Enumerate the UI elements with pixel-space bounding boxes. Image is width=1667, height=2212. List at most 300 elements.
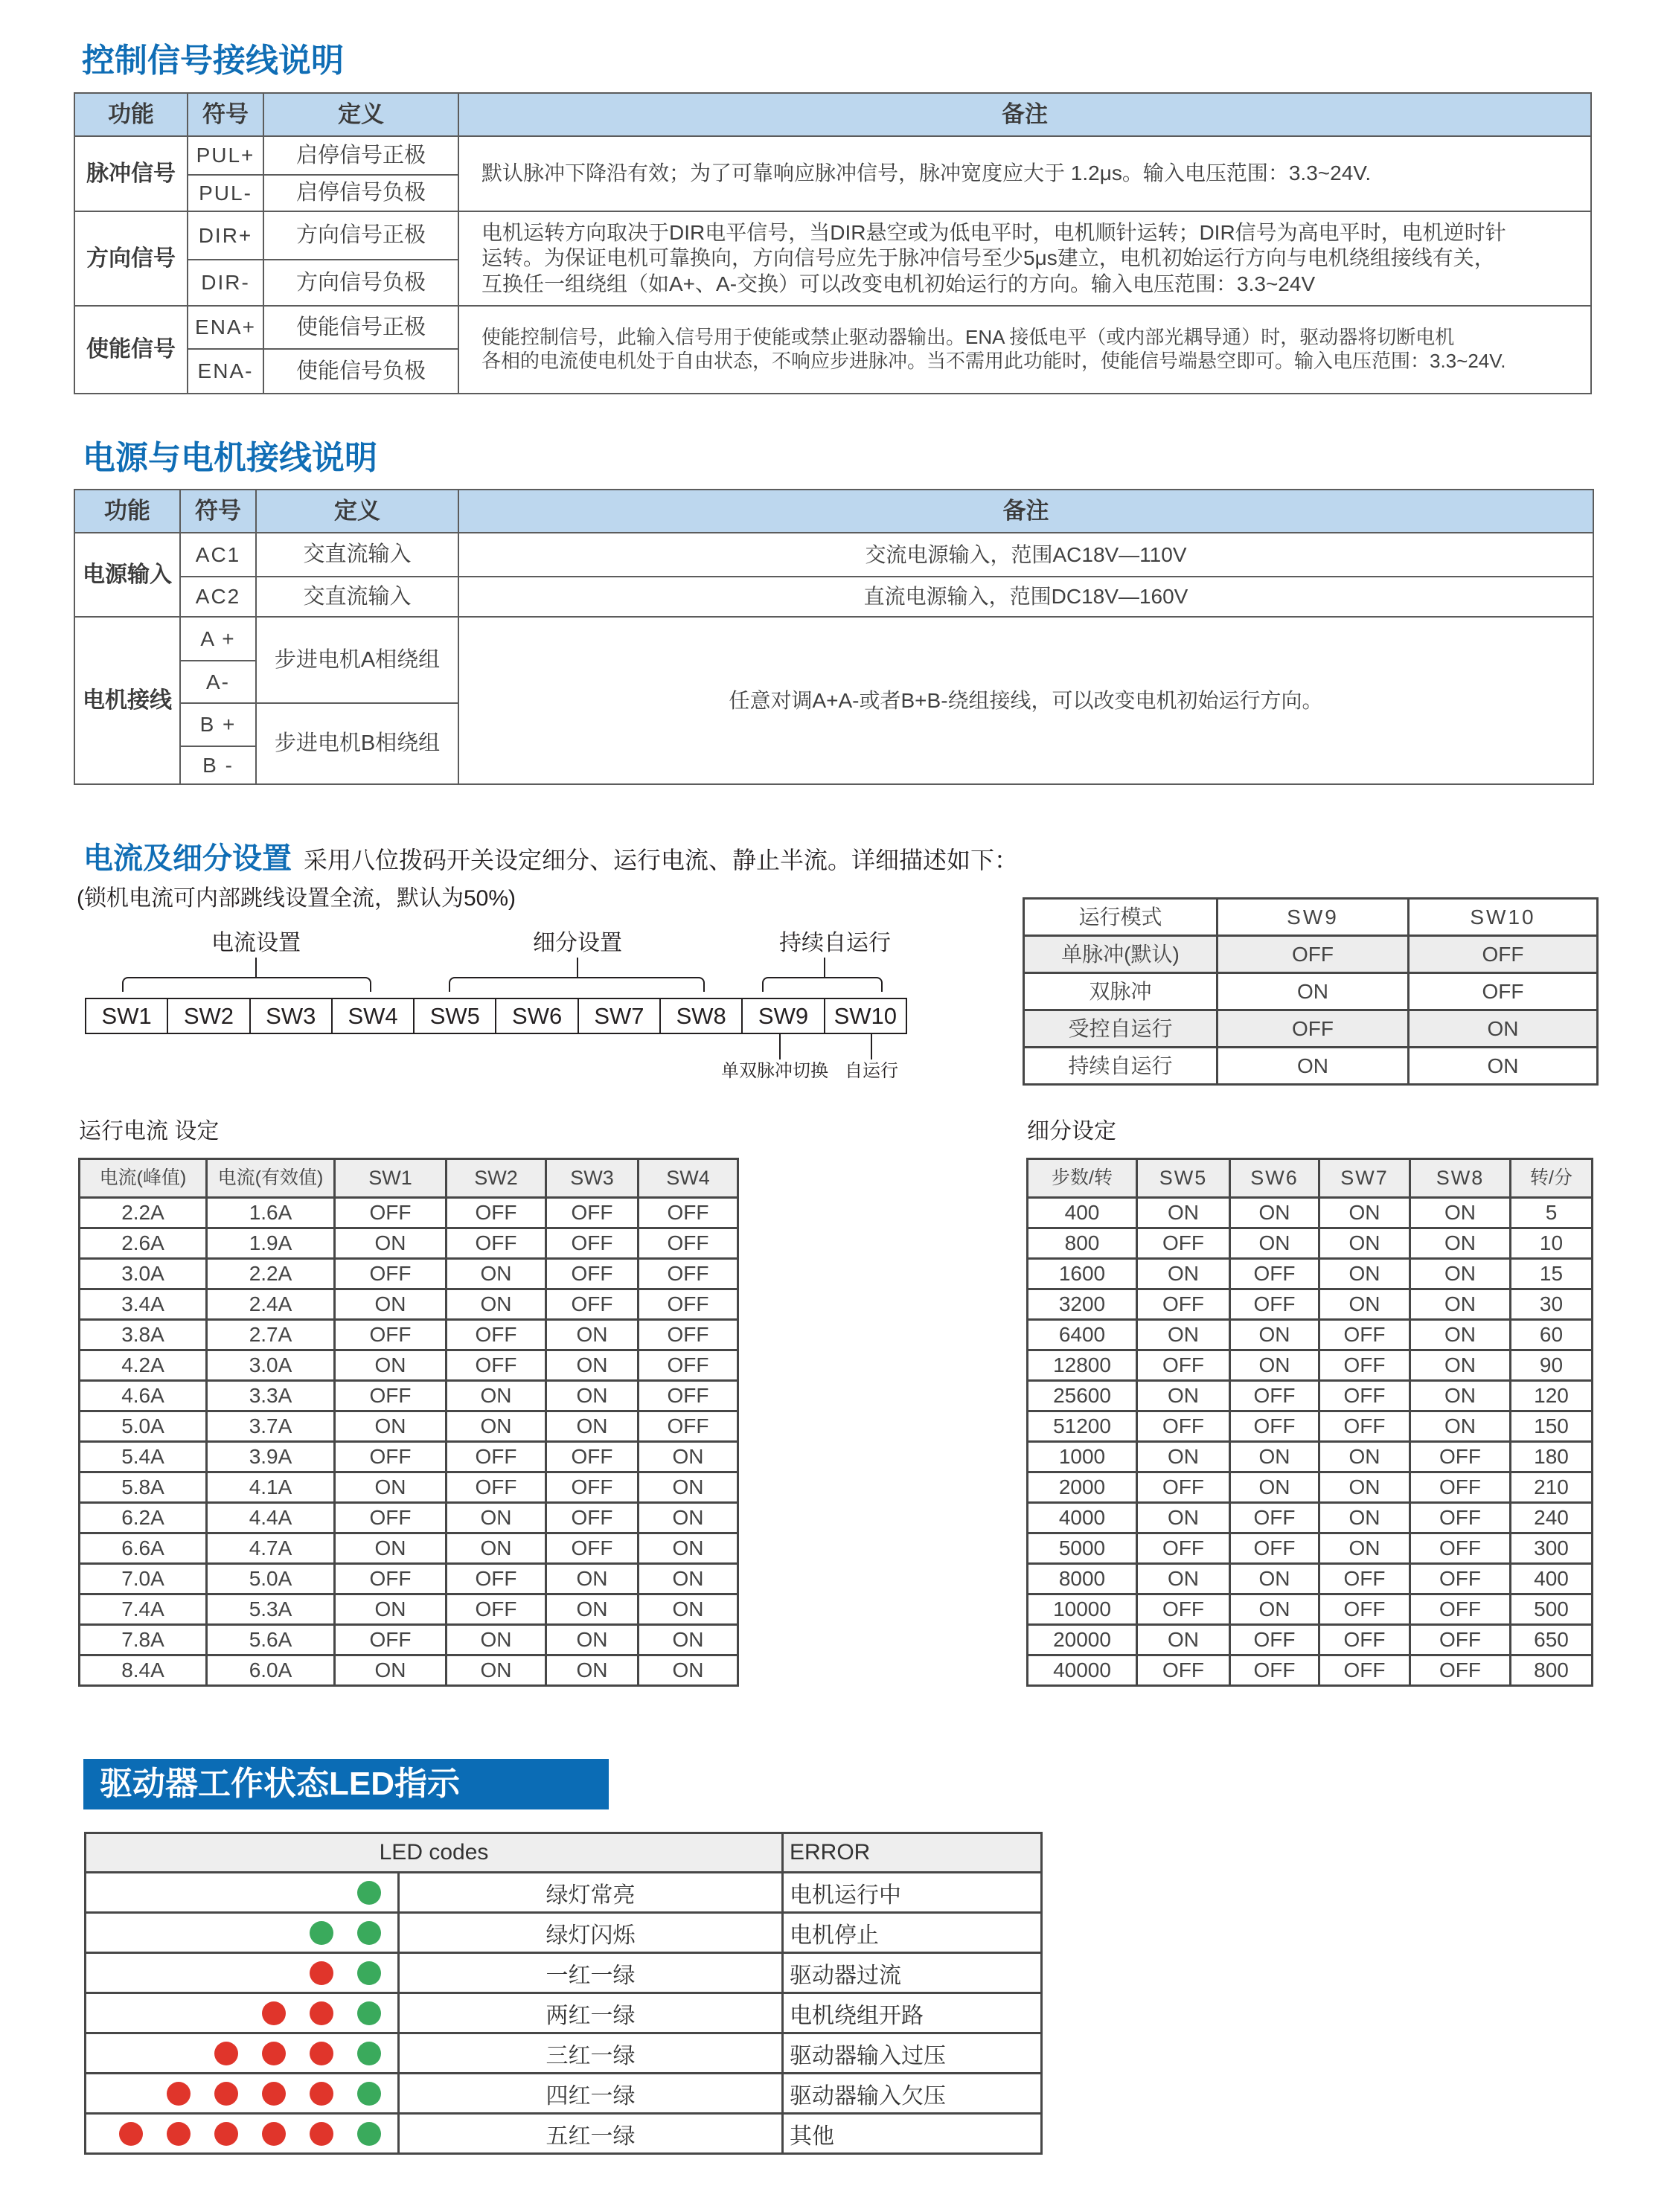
leader-line-sw10 bbox=[871, 1034, 872, 1059]
sw4-cell: ON bbox=[639, 1503, 738, 1533]
sw3-cell: OFF bbox=[546, 1198, 639, 1228]
steps-cell: 20000 bbox=[1028, 1625, 1137, 1655]
control-signal-title: 控制信号接线说明 bbox=[82, 42, 344, 79]
sw1-cell: ON bbox=[335, 1594, 447, 1625]
current-row bbox=[80, 1228, 738, 1259]
sw6-cell: OFF bbox=[1230, 1625, 1319, 1655]
microstep-table bbox=[1026, 1158, 1593, 1687]
definition-cell: 方向信号负极 bbox=[263, 260, 458, 306]
sw10-cell: ON bbox=[1409, 1010, 1598, 1048]
led-row bbox=[86, 1913, 1042, 1953]
sw6-cell: ON bbox=[1230, 1564, 1319, 1594]
rpm-cell: 300 bbox=[1511, 1533, 1593, 1564]
rms-current-cell: 3.0A bbox=[207, 1350, 335, 1381]
sw3-cell: ON bbox=[546, 1594, 639, 1625]
definition-cell: 使能信号正极 bbox=[263, 306, 458, 349]
sw8-cell: ON bbox=[1410, 1259, 1511, 1289]
steps-cell: 1600 bbox=[1028, 1259, 1137, 1289]
led-dots-cell bbox=[86, 1873, 399, 1913]
current-row bbox=[80, 1564, 738, 1594]
header-symbol: 符号 bbox=[180, 490, 256, 533]
rms-current-cell: 4.7A bbox=[207, 1533, 335, 1564]
peak-current-cell: 6.2A bbox=[80, 1503, 207, 1533]
symbol-cell: A- bbox=[180, 661, 256, 703]
sw8-cell: OFF bbox=[1410, 1472, 1511, 1503]
led-green-dot-icon bbox=[357, 1961, 381, 1985]
sw5-cell: ON bbox=[1137, 1503, 1230, 1533]
led-red-dot-icon bbox=[262, 2082, 286, 2106]
steps-cell: 8000 bbox=[1028, 1564, 1137, 1594]
sw7-cell: OFF bbox=[1319, 1625, 1410, 1655]
microstep-row bbox=[1028, 1350, 1593, 1381]
sw7-cell: OFF bbox=[1319, 1594, 1410, 1625]
header-remark: 备注 bbox=[458, 490, 1593, 533]
table-header-row bbox=[74, 93, 1591, 136]
current-microstep-header bbox=[83, 835, 1018, 877]
sw7-cell: OFF bbox=[1319, 1320, 1410, 1350]
led-row bbox=[86, 1953, 1042, 1993]
dip-switch-strip bbox=[85, 998, 907, 1034]
rms-current-cell: 3.3A bbox=[207, 1381, 335, 1411]
led-green-dot-icon bbox=[357, 2001, 381, 2025]
sw6-cell: ON bbox=[1230, 1594, 1319, 1625]
remark-cell: 任意对调A+A-或者B+B-绕组接线，可以改变电机初始运行方向。 bbox=[458, 617, 1593, 784]
current-row bbox=[80, 1381, 738, 1411]
sw5-cell: OFF bbox=[1137, 1411, 1230, 1442]
rpm-cell: 150 bbox=[1511, 1411, 1593, 1442]
rms-current-cell: 4.1A bbox=[207, 1472, 335, 1503]
header-sw6: SW6 bbox=[1230, 1159, 1319, 1198]
sw8-cell: ON bbox=[1410, 1411, 1511, 1442]
sw5-cell: OFF bbox=[1137, 1472, 1230, 1503]
sw2-cell: ON bbox=[447, 1655, 546, 1686]
peak-current-cell: 5.8A bbox=[80, 1472, 207, 1503]
microstep-row bbox=[1028, 1594, 1593, 1625]
sw3-cell: OFF bbox=[546, 1503, 639, 1533]
header-peak-current: 电流(峰值) bbox=[80, 1159, 207, 1198]
microstep-row bbox=[1028, 1442, 1593, 1472]
sw8-cell: ON bbox=[1410, 1320, 1511, 1350]
sw7-cell: OFF bbox=[1319, 1381, 1410, 1411]
lock-current-note: (锁机电流可内部跳线设置全流，默认为50%) bbox=[77, 886, 516, 911]
header-sw2: SW2 bbox=[447, 1159, 546, 1198]
rpm-cell: 60 bbox=[1511, 1320, 1593, 1350]
led-red-dot-icon bbox=[262, 2042, 286, 2065]
remark-cell: 交流电源输入，范围AC18V—110V bbox=[458, 533, 1593, 577]
definition-cell: 步进电机B相绕组 bbox=[256, 703, 458, 784]
power-motor-table bbox=[74, 489, 1594, 785]
current-row bbox=[80, 1320, 738, 1350]
microstep-row bbox=[1028, 1411, 1593, 1442]
sw5-cell: ON bbox=[1137, 1564, 1230, 1594]
current-table bbox=[78, 1158, 739, 1687]
sw3-cell: OFF bbox=[546, 1472, 639, 1503]
symbol-cell: B + bbox=[180, 703, 256, 746]
current-row bbox=[80, 1625, 738, 1655]
led-red-dot-icon bbox=[214, 2042, 238, 2065]
dip-switch-sw5: SW5 bbox=[413, 999, 495, 1033]
sw4-cell: ON bbox=[639, 1625, 738, 1655]
table-body bbox=[1024, 936, 1598, 1085]
led-red-dot-icon bbox=[214, 2082, 238, 2106]
header-rpm: 转/分 bbox=[1511, 1159, 1593, 1198]
peak-current-cell: 7.8A bbox=[80, 1625, 207, 1655]
sw3-cell: OFF bbox=[546, 1259, 639, 1289]
sw9-cell: OFF bbox=[1218, 1010, 1409, 1048]
steps-cell: 800 bbox=[1028, 1228, 1137, 1259]
table-body bbox=[74, 136, 1591, 394]
table-header-row bbox=[1028, 1159, 1593, 1198]
rms-current-cell: 4.4A bbox=[207, 1503, 335, 1533]
current-row bbox=[80, 1259, 738, 1289]
annotation-auto-run: 自运行 bbox=[845, 1061, 898, 1081]
led-red-dot-icon bbox=[214, 2122, 238, 2146]
rpm-cell: 15 bbox=[1511, 1259, 1593, 1289]
sw1-cell: OFF bbox=[335, 1259, 447, 1289]
definition-cell: 启停信号正极 bbox=[263, 136, 458, 175]
peak-current-cell: 3.0A bbox=[80, 1259, 207, 1289]
led-dots-cell bbox=[86, 1913, 399, 1953]
sw5-cell: ON bbox=[1137, 1320, 1230, 1350]
peak-current-cell: 5.4A bbox=[80, 1442, 207, 1472]
table-header-row bbox=[86, 1833, 1042, 1873]
control-signal-table bbox=[74, 92, 1592, 394]
sw2-cell: OFF bbox=[447, 1594, 546, 1625]
sw6-cell: OFF bbox=[1230, 1259, 1319, 1289]
sw5-cell: ON bbox=[1137, 1259, 1230, 1289]
current-microstep-subtitle: 采用八位拨码开关设定细分、运行电流、静止半流。详细描述如下： bbox=[304, 847, 1019, 873]
dip-switch-sw6: SW6 bbox=[495, 999, 577, 1033]
header-sw9: SW9 bbox=[1218, 899, 1409, 936]
sw4-cell: ON bbox=[639, 1472, 738, 1503]
sw3-cell: ON bbox=[546, 1350, 639, 1381]
sw1-cell: OFF bbox=[335, 1442, 447, 1472]
current-row bbox=[80, 1289, 738, 1320]
sw7-cell: ON bbox=[1319, 1533, 1410, 1564]
sw6-cell: OFF bbox=[1230, 1503, 1319, 1533]
rpm-cell: 800 bbox=[1511, 1655, 1593, 1686]
remark-line: 使能控制信号，此输入信号用于使能或禁止驱动器输出。ENA 接低电平（或内部光耦导通）时，驱动器将切断电机 bbox=[481, 326, 1455, 349]
sw8-cell: OFF bbox=[1410, 1625, 1511, 1655]
microstep-row bbox=[1028, 1564, 1593, 1594]
header-sw1: SW1 bbox=[335, 1159, 447, 1198]
header-remark: 备注 bbox=[458, 93, 1591, 136]
sw2-cell: ON bbox=[447, 1259, 546, 1289]
table-row bbox=[74, 577, 1593, 617]
current-row bbox=[80, 1442, 738, 1472]
steps-cell: 10000 bbox=[1028, 1594, 1137, 1625]
led-red-dot-icon bbox=[167, 2082, 191, 2106]
led-pattern-cell: 一红一绿 bbox=[399, 1953, 783, 1993]
dip-switch-sw8: SW8 bbox=[659, 999, 741, 1033]
sw2-cell: OFF bbox=[447, 1350, 546, 1381]
microstep-row bbox=[1028, 1503, 1593, 1533]
led-pattern-cell: 绿灯常亮 bbox=[399, 1873, 783, 1913]
sw5-cell: OFF bbox=[1137, 1228, 1230, 1259]
rms-current-cell: 5.6A bbox=[207, 1625, 335, 1655]
dip-switch-sw3: SW3 bbox=[249, 999, 331, 1033]
peak-current-cell: 6.6A bbox=[80, 1533, 207, 1564]
run-mode-row bbox=[1024, 936, 1598, 973]
led-dots-cell bbox=[86, 1953, 399, 1993]
header-sw7: SW7 bbox=[1319, 1159, 1410, 1198]
sw5-cell: OFF bbox=[1137, 1289, 1230, 1320]
current-row bbox=[80, 1411, 738, 1442]
led-green-dot-icon bbox=[357, 1881, 381, 1905]
led-error-cell: 驱动器过流 bbox=[783, 1953, 1042, 1993]
symbol-cell: DIR- bbox=[188, 260, 263, 306]
sw4-cell: ON bbox=[639, 1655, 738, 1686]
sw9-cell: ON bbox=[1218, 973, 1409, 1010]
sw1-cell: ON bbox=[335, 1228, 447, 1259]
current-row bbox=[80, 1533, 738, 1564]
rms-current-cell: 3.9A bbox=[207, 1442, 335, 1472]
sw7-cell: ON bbox=[1319, 1259, 1410, 1289]
rms-current-cell: 2.2A bbox=[207, 1259, 335, 1289]
run-mode-row bbox=[1024, 1048, 1598, 1085]
table-header bbox=[74, 93, 1591, 136]
microstep-row bbox=[1028, 1228, 1593, 1259]
led-green-dot-icon bbox=[310, 1921, 333, 1945]
led-pattern-cell: 三红一绿 bbox=[399, 2033, 783, 2074]
header-sw3: SW3 bbox=[546, 1159, 639, 1198]
sw7-cell: ON bbox=[1319, 1472, 1410, 1503]
rms-current-cell: 6.0A bbox=[207, 1655, 335, 1686]
sw5-cell: ON bbox=[1137, 1198, 1230, 1228]
led-red-dot-icon bbox=[262, 2001, 286, 2025]
sw4-cell: ON bbox=[639, 1533, 738, 1564]
power-motor-title: 电源与电机接线说明 bbox=[83, 440, 377, 476]
sw6-cell: OFF bbox=[1230, 1289, 1319, 1320]
led-green-dot-icon bbox=[357, 2122, 381, 2146]
run-mode-row bbox=[1024, 973, 1598, 1010]
table-body bbox=[80, 1198, 738, 1686]
sw7-cell: ON bbox=[1319, 1503, 1410, 1533]
sw1-cell: OFF bbox=[335, 1198, 447, 1228]
table-header-row bbox=[74, 490, 1593, 533]
symbol-cell: AC1 bbox=[180, 533, 256, 577]
sw6-cell: ON bbox=[1230, 1320, 1319, 1350]
leader-line-sw9 bbox=[779, 1034, 781, 1059]
sw10-cell: OFF bbox=[1409, 973, 1598, 1010]
sw3-cell: OFF bbox=[546, 1228, 639, 1259]
header-function: 功能 bbox=[74, 93, 188, 136]
steps-cell: 6400 bbox=[1028, 1320, 1137, 1350]
led-dots-cell bbox=[86, 2114, 399, 2154]
bracket-auto-run bbox=[762, 977, 883, 992]
peak-current-cell: 7.4A bbox=[80, 1594, 207, 1625]
symbol-cell: DIR+ bbox=[188, 211, 263, 260]
table-body bbox=[86, 1873, 1042, 2154]
mode-cell: 双脉冲 bbox=[1024, 973, 1218, 1010]
sw2-cell: OFF bbox=[447, 1442, 546, 1472]
current-row bbox=[80, 1350, 738, 1381]
current-row bbox=[80, 1472, 738, 1503]
rpm-cell: 400 bbox=[1511, 1564, 1593, 1594]
sw8-cell: ON bbox=[1410, 1228, 1511, 1259]
sw2-cell: OFF bbox=[447, 1228, 546, 1259]
definition-cell: 使能信号负极 bbox=[263, 349, 458, 394]
led-red-dot-icon bbox=[119, 2122, 143, 2146]
rms-current-cell: 5.0A bbox=[207, 1564, 335, 1594]
sw5-cell: ON bbox=[1137, 1625, 1230, 1655]
sw8-cell: OFF bbox=[1410, 1533, 1511, 1564]
bracket-stem bbox=[824, 958, 825, 978]
sw4-cell: ON bbox=[639, 1564, 738, 1594]
remark-cell bbox=[458, 306, 1591, 394]
microstep-row bbox=[1028, 1381, 1593, 1411]
header-sw4: SW4 bbox=[639, 1159, 738, 1198]
remark-cell bbox=[458, 211, 1591, 306]
sw1-cell: ON bbox=[335, 1289, 447, 1320]
sw6-cell: ON bbox=[1230, 1198, 1319, 1228]
table-row bbox=[74, 617, 1593, 661]
dip-switch-sw1: SW1 bbox=[85, 999, 167, 1033]
table-row bbox=[74, 211, 1591, 260]
sw8-cell: OFF bbox=[1410, 1564, 1511, 1594]
dip-switch-sw4: SW4 bbox=[331, 999, 413, 1033]
sw6-cell: OFF bbox=[1230, 1655, 1319, 1686]
steps-cell: 51200 bbox=[1028, 1411, 1137, 1442]
sw4-cell: ON bbox=[639, 1594, 738, 1625]
steps-cell: 25600 bbox=[1028, 1381, 1137, 1411]
led-dots-cell bbox=[86, 2074, 399, 2114]
steps-cell: 400 bbox=[1028, 1198, 1137, 1228]
led-red-dot-icon bbox=[310, 2082, 333, 2106]
remark-line: 电机运转方向取决于DIR电平信号，当DIR悬空或为低电平时，电机顺针运转；DIR信号为高电平时，电机逆时针 bbox=[481, 221, 1506, 245]
header-error: ERROR bbox=[783, 1833, 1042, 1873]
sw6-cell: OFF bbox=[1230, 1411, 1319, 1442]
sw2-cell: ON bbox=[447, 1625, 546, 1655]
steps-cell: 12800 bbox=[1028, 1350, 1137, 1381]
sw2-cell: OFF bbox=[447, 1472, 546, 1503]
sw3-cell: ON bbox=[546, 1381, 639, 1411]
sw1-cell: ON bbox=[335, 1472, 447, 1503]
sw3-cell: OFF bbox=[546, 1289, 639, 1320]
definition-cell: 步进电机A相绕组 bbox=[256, 617, 458, 703]
dip-switch-sw2: SW2 bbox=[167, 999, 249, 1033]
steps-cell: 3200 bbox=[1028, 1289, 1137, 1320]
dip-switch-sw10: SW10 bbox=[824, 999, 907, 1033]
table-row bbox=[74, 306, 1591, 349]
led-green-dot-icon bbox=[357, 1921, 381, 1945]
peak-current-cell: 7.0A bbox=[80, 1564, 207, 1594]
sw7-cell: OFF bbox=[1319, 1655, 1410, 1686]
sw4-cell: OFF bbox=[639, 1289, 738, 1320]
sw3-cell: ON bbox=[546, 1655, 639, 1686]
sw6-cell: ON bbox=[1230, 1472, 1319, 1503]
symbol-cell: B - bbox=[180, 746, 256, 784]
sw6-cell: ON bbox=[1230, 1442, 1319, 1472]
rpm-cell: 650 bbox=[1511, 1625, 1593, 1655]
sw7-cell: ON bbox=[1319, 1289, 1410, 1320]
rpm-cell: 240 bbox=[1511, 1503, 1593, 1533]
sw10-cell: ON bbox=[1409, 1048, 1598, 1085]
sw1-cell: OFF bbox=[335, 1381, 447, 1411]
sw2-cell: ON bbox=[447, 1289, 546, 1320]
sw6-cell: ON bbox=[1230, 1350, 1319, 1381]
group-label-auto-run: 持续自运行 bbox=[779, 931, 891, 955]
sw5-cell: OFF bbox=[1137, 1655, 1230, 1686]
sw5-cell: OFF bbox=[1137, 1350, 1230, 1381]
header-definition: 定义 bbox=[256, 490, 458, 533]
table-body bbox=[1028, 1198, 1593, 1686]
rpm-cell: 180 bbox=[1511, 1442, 1593, 1472]
header-rms-current: 电流(有效值) bbox=[207, 1159, 335, 1198]
remark-line: 默认脉冲下降沿有效；为了可靠响应脉冲信号，脉冲宽度应大于 1.2μs。输入电压范围：3.3~24V. bbox=[481, 161, 1372, 185]
microstep-row bbox=[1028, 1472, 1593, 1503]
rpm-cell: 5 bbox=[1511, 1198, 1593, 1228]
rms-current-cell: 3.7A bbox=[207, 1411, 335, 1442]
steps-cell: 2000 bbox=[1028, 1472, 1137, 1503]
remark-line: 各相的电流使电机处于自由状态，不响应步进脉冲。当不需用此功能时，使能信号端悬空即可。输入电压范围：3.3~24V. bbox=[481, 350, 1506, 372]
sw3-cell: ON bbox=[546, 1625, 639, 1655]
sw3-cell: OFF bbox=[546, 1442, 639, 1472]
sw7-cell: OFF bbox=[1319, 1350, 1410, 1381]
steps-cell: 1000 bbox=[1028, 1442, 1137, 1472]
remark-line: 运转。为保证电机可靠换向，方向信号应先于脉冲信号至少5μs建立，电机初始运行方向与电机绕组接线有关， bbox=[481, 246, 1495, 270]
led-dots-cell bbox=[86, 1993, 399, 2033]
header-led-codes: LED codes bbox=[86, 1833, 783, 1873]
led-row bbox=[86, 1993, 1042, 2033]
header-definition: 定义 bbox=[263, 93, 458, 136]
table-row bbox=[74, 136, 1591, 175]
peak-current-cell: 3.4A bbox=[80, 1289, 207, 1320]
sw4-cell: OFF bbox=[639, 1350, 738, 1381]
microstep-row bbox=[1028, 1198, 1593, 1228]
sw4-cell: OFF bbox=[639, 1259, 738, 1289]
function-cell: 电机接线 bbox=[74, 617, 180, 784]
current-row bbox=[80, 1198, 738, 1228]
dip-switch-sw9: SW9 bbox=[741, 999, 823, 1033]
sw9-cell: OFF bbox=[1218, 936, 1409, 973]
bracket-current bbox=[122, 977, 371, 992]
table-header bbox=[80, 1159, 738, 1198]
table-header bbox=[1028, 1159, 1593, 1198]
current-row bbox=[80, 1503, 738, 1533]
remark-line: 互换任一组绕组（如A+、A-交换）可以改变电机初始运行的方向。输入电压范围：3.3~24V bbox=[481, 272, 1316, 295]
sw2-cell: OFF bbox=[447, 1320, 546, 1350]
sw4-cell: OFF bbox=[639, 1228, 738, 1259]
definition-cell: 启停信号负极 bbox=[263, 175, 458, 211]
header-function: 功能 bbox=[74, 490, 180, 533]
rms-current-cell: 1.9A bbox=[207, 1228, 335, 1259]
mode-cell: 持续自运行 bbox=[1024, 1048, 1218, 1085]
sw1-cell: OFF bbox=[335, 1564, 447, 1594]
current-table-title: 运行电流 设定 bbox=[79, 1119, 220, 1144]
current-microstep-title: 电流及细分设置 bbox=[83, 842, 292, 875]
sw7-cell: ON bbox=[1319, 1228, 1410, 1259]
microstep-row bbox=[1028, 1533, 1593, 1564]
sw7-cell: OFF bbox=[1319, 1411, 1410, 1442]
bracket-microstep bbox=[449, 977, 705, 992]
sw6-cell: OFF bbox=[1230, 1533, 1319, 1564]
sw2-cell: ON bbox=[447, 1503, 546, 1533]
sw8-cell: ON bbox=[1410, 1350, 1511, 1381]
peak-current-cell: 4.2A bbox=[80, 1350, 207, 1381]
steps-cell: 40000 bbox=[1028, 1655, 1137, 1686]
sw5-cell: ON bbox=[1137, 1381, 1230, 1411]
sw7-cell: OFF bbox=[1319, 1564, 1410, 1594]
microstep-row bbox=[1028, 1289, 1593, 1320]
header-sw5: SW5 bbox=[1137, 1159, 1230, 1198]
group-label-microstep: 细分设置 bbox=[533, 931, 622, 955]
led-error-cell: 电机绕组开路 bbox=[783, 1993, 1042, 2033]
table-row bbox=[74, 533, 1593, 577]
bracket-stem bbox=[577, 958, 578, 978]
sw7-cell: ON bbox=[1319, 1198, 1410, 1228]
rms-current-cell: 1.6A bbox=[207, 1198, 335, 1228]
